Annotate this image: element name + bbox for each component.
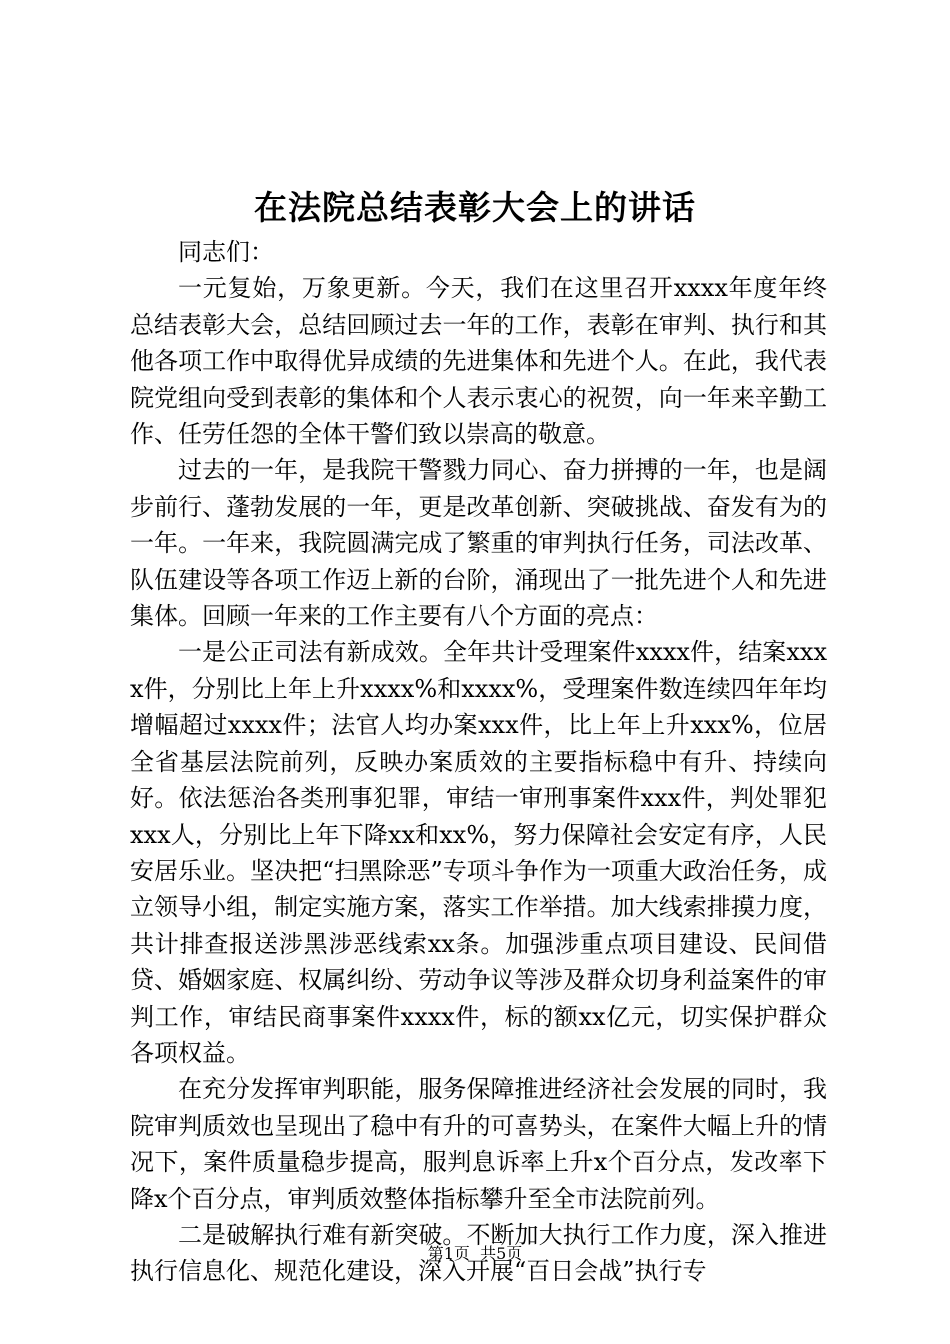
document-title: 在法院总结表彰大会上的讲话 — [254, 188, 696, 227]
salutation: 同志们： — [178, 238, 274, 266]
page-footer — [0, 1243, 950, 1265]
page-total: 共5页 — [480, 1244, 523, 1263]
document-body — [130, 234, 827, 1290]
page-number: 第1页 — [427, 1244, 470, 1263]
paragraph-opening: 一元复始，万象更新。今天，我们在这里召开xxxx年度年终总结表彰大会，总结回顾过去一年的工作，表彰在审判、执行和其他各项工作中取得优异成绩的先进集体和先进个人。在此，我代表院党组向受到表彰的集体和个人表示衷心的祝贺，向一年来辛勤工作、任劳任怨的全体干警们致以崇高的敬意。 — [130, 274, 827, 449]
paragraph-quality: 在充分发挥审判职能，服务保障推进经济社会发展的同时，我院审判质效也呈现出了稳中有升的可喜势头，在案件大幅上升的情况下，案件质量稳步提高，服判息诉率上升x个百分点，发改率下降x个百分点，审判质效整体指标攀升至全市法院前列。 — [130, 1075, 827, 1213]
paragraph-point-one: 一是公正司法有新成效。全年共计受理案件xxxx件，结案xxxx件，分别比上年上升xxxx%和xxxx%，受理案件数连续四年年均增幅超过xxxx件；法官人均办案xxx件，比上年上升xxx%，位居全省基层法院前列，反映办案质效的主要指标稳中有升、持续向好。依法惩治各类刑事犯罪，审结一审刑事案件xxx件，判处罪犯xxx人，分别比上年下降xx和xx%，努力保障社会安定有序，人民安居乐业。坚决把“扫黑除恶”专项斗争作为一项重大政治任务，成立领导小组，制定实施方案，落实工作举措。加大线索排摸力度，共计排查报送涉黑涉恶线索xx条。加强涉重点项目建设、民间借贷、婚姻家庭、权属纠纷、劳动争议等涉及群众切身利益案件的审判工作，审结民商事案件xxxx件，标的额xx亿元，切实保护群众各项权益。 — [130, 638, 827, 1067]
footer-spacer — [470, 1244, 480, 1263]
paragraph-review: 过去的一年，是我院干警戮力同心、奋力拼搏的一年，也是阔步前行、蓬勃发展的一年，更是改革创新、突破挑战、奋发有为的一年。一年来，我院圆满完成了繁重的审判执行任务，司法改革、队伍建设等各项工作迈上新的台阶，涌现出了一批先进个人和先进集体。回顾一年来的工作主要有八个方面的亮点： — [130, 456, 827, 631]
paragraph-point-two: 二是破解执行难有新突破。不断加大执行工作力度，深入推进执行信息化、规范化建设，深入开展“百日会战”执行专 — [130, 1220, 827, 1286]
